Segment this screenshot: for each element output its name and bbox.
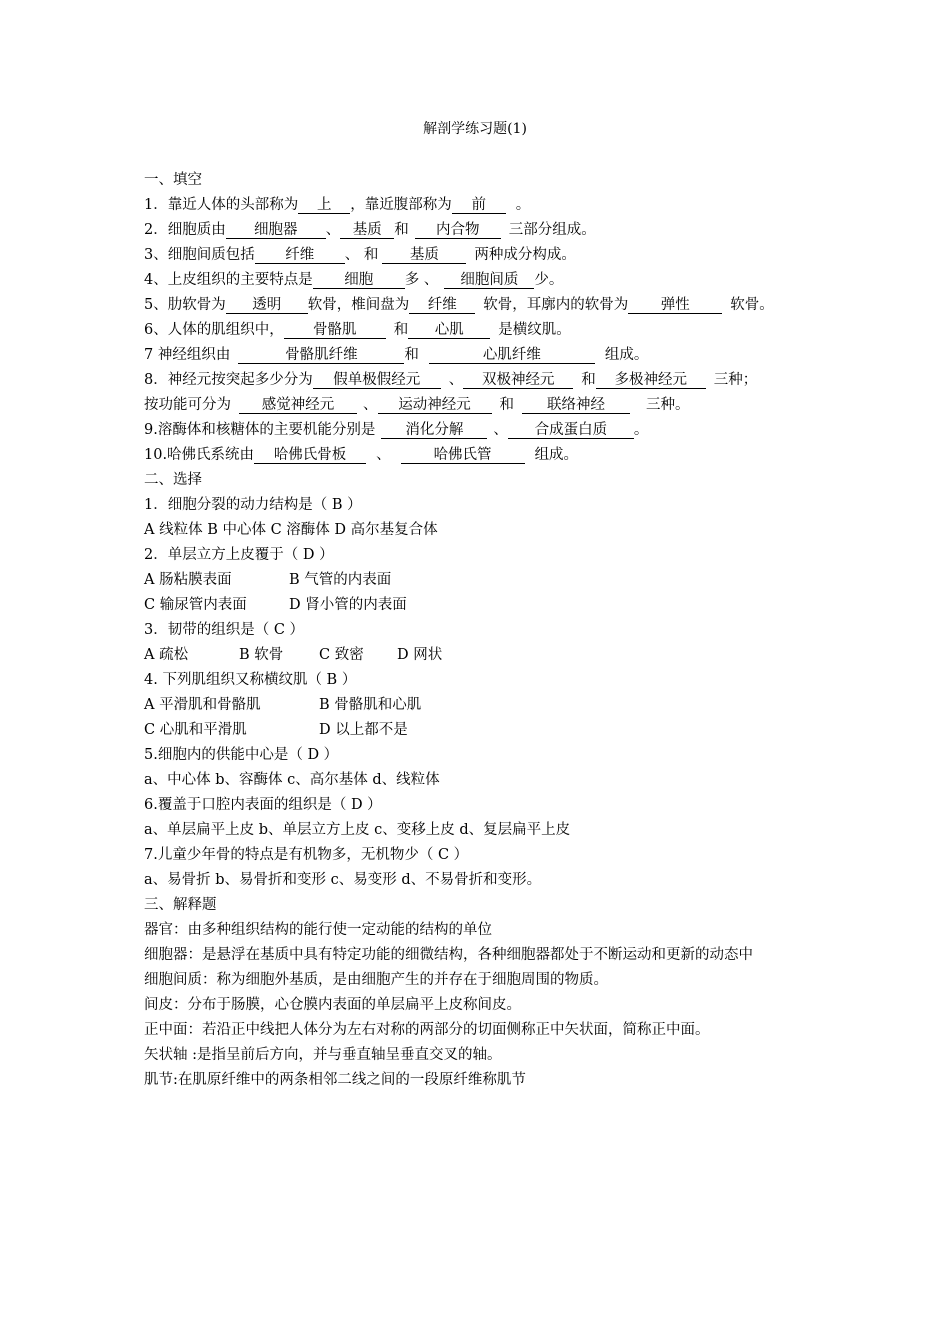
answer-blank: 基质 <box>382 247 466 264</box>
question-text: 和 <box>499 397 514 413</box>
section-heading-definitions: 三、解释题 <box>144 897 217 913</box>
question-text: 三种； <box>713 372 758 388</box>
option-c: C 输尿管内表面 <box>144 597 247 613</box>
answer-blank: 纤维 <box>409 297 475 314</box>
definition-organ: 器官：由多种组织结构的能行使一定动能的结构的单位 <box>144 922 492 938</box>
question-text: ，靠近腹部称为 <box>350 197 452 213</box>
answer-blank: 基质 <box>340 222 394 239</box>
question-text: 、 和 <box>344 247 379 263</box>
answer-blank: 哈佛氏骨板 <box>254 447 366 464</box>
fill-question-6 <box>144 318 814 343</box>
answer-blank: 细胞 <box>313 272 405 289</box>
answer-blank: 透明 <box>226 297 308 314</box>
answer-blank: 感觉神经元 <box>239 397 357 414</box>
option-d: D 以上都不是 <box>319 722 408 738</box>
question-text: 6、人体的肌组织中， <box>144 322 284 338</box>
fill-question-8 <box>144 368 814 393</box>
definition-intercellular-substance: 细胞间质：称为细胞外基质，是由细胞产生的并存在于细胞周围的物质。 <box>144 972 608 988</box>
choice-options-2b <box>144 593 814 618</box>
question-text: 和 <box>393 322 409 338</box>
answer-blank: 前 <box>452 197 506 214</box>
question-text: 4、上皮组织的主要特点是 <box>144 272 313 288</box>
question-text: 2．细胞质由 <box>144 222 226 238</box>
question-text: 三部分组成。 <box>508 222 596 238</box>
choice-question-6: 6.覆盖于口腔内表面的组织是（ D ） <box>144 797 382 813</box>
choice-options-7: a、易骨折 b、易骨折和变形 c、易变形 d、不易骨折和变形。 <box>144 872 542 888</box>
fill-question-7 <box>144 343 814 368</box>
question-text: 、 <box>493 422 508 438</box>
answer-blank: 心肌纤维 <box>429 347 595 364</box>
choice-question-2: 2．单层立方上皮覆于（ D ） <box>144 547 334 563</box>
question-text: 少。 <box>534 272 564 288</box>
answer-blank: 细胞间质 <box>444 272 534 289</box>
choice-options-4b <box>144 718 814 743</box>
question-text: 三种。 <box>646 397 690 413</box>
question-text: 软骨。 <box>730 297 774 313</box>
choice-options-2a <box>144 568 814 593</box>
question-text: 3、细胞间质包括 <box>144 247 255 263</box>
question-text: 、 <box>363 397 378 413</box>
question-text: 软骨，耳廓内的软骨为 <box>483 297 629 313</box>
question-text: 。 <box>633 422 649 438</box>
option-a: A 平滑肌和骨骼肌 <box>144 697 261 713</box>
question-text: 8．神经元按突起多少分为 <box>144 372 313 388</box>
fill-question-3 <box>144 243 814 268</box>
fill-question-10 <box>144 443 814 468</box>
question-text: 10.哈佛氏系统由 <box>144 447 255 463</box>
answer-blank: 骨骼肌纤维 <box>238 347 404 364</box>
definition-sagittal-axis: 矢状轴 :是指呈前后方向，并与垂直轴呈垂直交叉的轴。 <box>144 1047 502 1063</box>
choice-options-5: a、中心体 b、容酶体 c、高尔基体 d、线粒体 <box>144 772 440 788</box>
option-d: D 肾小管的内表面 <box>289 597 407 613</box>
option-b: B 骨骼肌和心肌 <box>319 697 422 713</box>
question-text: 7 神经组织由 <box>144 347 231 363</box>
question-text: 两种成分构成。 <box>474 247 576 263</box>
question-text: 和 <box>581 372 596 388</box>
choice-options-1: A 线粒体 B 中心体 C 溶酶体 D 高尔基复合体 <box>144 522 438 538</box>
question-text: 组成。 <box>534 447 579 463</box>
question-text: 是横纹肌。 <box>498 322 571 338</box>
question-text: 和 <box>394 222 409 238</box>
option-c: C 致密 <box>319 647 364 663</box>
choice-question-7: 7.儿童少年骨的特点是有机物多，无机物少（ C ） <box>144 847 469 863</box>
question-text: 、 <box>376 447 391 463</box>
choice-options-4a <box>144 693 814 718</box>
question-text: 。 <box>515 197 531 213</box>
answer-blank: 心肌 <box>408 322 490 339</box>
answer-blank: 哈佛氏管 <box>401 447 525 464</box>
answer-blank: 细胞器 <box>226 222 326 239</box>
question-text: 软骨，椎间盘为 <box>307 297 410 313</box>
choice-question-1: 1．细胞分裂的动力结构是（ B ） <box>144 497 362 513</box>
choice-options-3 <box>144 643 814 668</box>
definition-median-plane: 正中面：若沿正中线把人体分为左右对称的两部分的切面侧称正中矢状面，简称正中面。 <box>144 1022 710 1038</box>
fill-question-9 <box>144 418 814 443</box>
answer-blank: 假单极假经元 <box>313 372 441 389</box>
fill-question-8-cont <box>144 393 814 418</box>
question-text: 按功能可分为 <box>144 397 231 413</box>
section-heading-choice: 二、选择 <box>144 472 202 488</box>
question-text: 和 <box>404 347 419 363</box>
question-text: 多 、 <box>404 272 439 288</box>
section-heading-fill-in: 一、填空 <box>144 172 202 188</box>
document-body <box>144 168 814 1093</box>
choice-options-6: a、单层扁平上皮 b、单层立方上皮 c、变移上皮 d、复层扁平上皮 <box>144 822 571 838</box>
definition-sarcomere: 肌节:在肌原纤维中的两条相邻二线之间的一段原纤维称肌节 <box>144 1072 526 1088</box>
answer-blank: 弹性 <box>628 297 722 314</box>
option-c: C 心肌和平滑肌 <box>144 722 247 738</box>
option-b: B 软骨 <box>239 647 284 663</box>
answer-blank: 合成蛋白质 <box>508 422 634 439</box>
option-b: B 气管的内表面 <box>289 572 392 588</box>
question-text: 组成。 <box>604 347 649 363</box>
definition-organelle: 细胞器：是悬浮在基质中具有特定功能的细微结构，各种细胞器都处于不断运动和更新的动态中 <box>144 947 753 963</box>
choice-question-5: 5.细胞内的供能中心是（ D ） <box>144 747 339 763</box>
question-text: 1．靠近人体的头部称为 <box>144 197 299 213</box>
answer-blank: 运动神经元 <box>378 397 492 414</box>
question-text: 、 <box>448 372 464 388</box>
choice-question-3: 3．韧带的组织是（ C ） <box>144 622 305 638</box>
fill-question-5 <box>144 293 814 318</box>
answer-blank: 上 <box>298 197 350 214</box>
fill-question-1 <box>144 193 814 218</box>
question-text: 、 <box>325 222 341 238</box>
question-text: 5、肋软骨为 <box>144 297 226 313</box>
option-a: A 疏松 <box>144 647 189 663</box>
fill-question-2 <box>144 218 814 243</box>
document-title: 解剖学练习题(1) <box>423 121 527 137</box>
answer-blank: 消化分解 <box>381 422 487 439</box>
answer-blank: 内合物 <box>415 222 501 239</box>
answer-blank: 多极神经元 <box>596 372 706 389</box>
fill-question-4 <box>144 268 814 293</box>
answer-blank: 联络神经 <box>522 397 630 414</box>
choice-question-4: 4. 下列肌组织又称横纹肌（ B ） <box>144 672 357 688</box>
answer-blank: 纤维 <box>255 247 345 264</box>
question-text: 9.溶酶体和核糖体的主要机能分别是 <box>144 422 376 438</box>
option-d: D 网状 <box>397 647 443 663</box>
option-a: A 肠粘膜表面 <box>144 572 232 588</box>
definition-mesothelium: 间皮：分布于肠膜，心仓膜内表面的单层扁平上皮称间皮。 <box>144 997 521 1013</box>
answer-blank: 骨骼肌 <box>284 322 386 339</box>
answer-blank: 双极神经元 <box>463 372 573 389</box>
